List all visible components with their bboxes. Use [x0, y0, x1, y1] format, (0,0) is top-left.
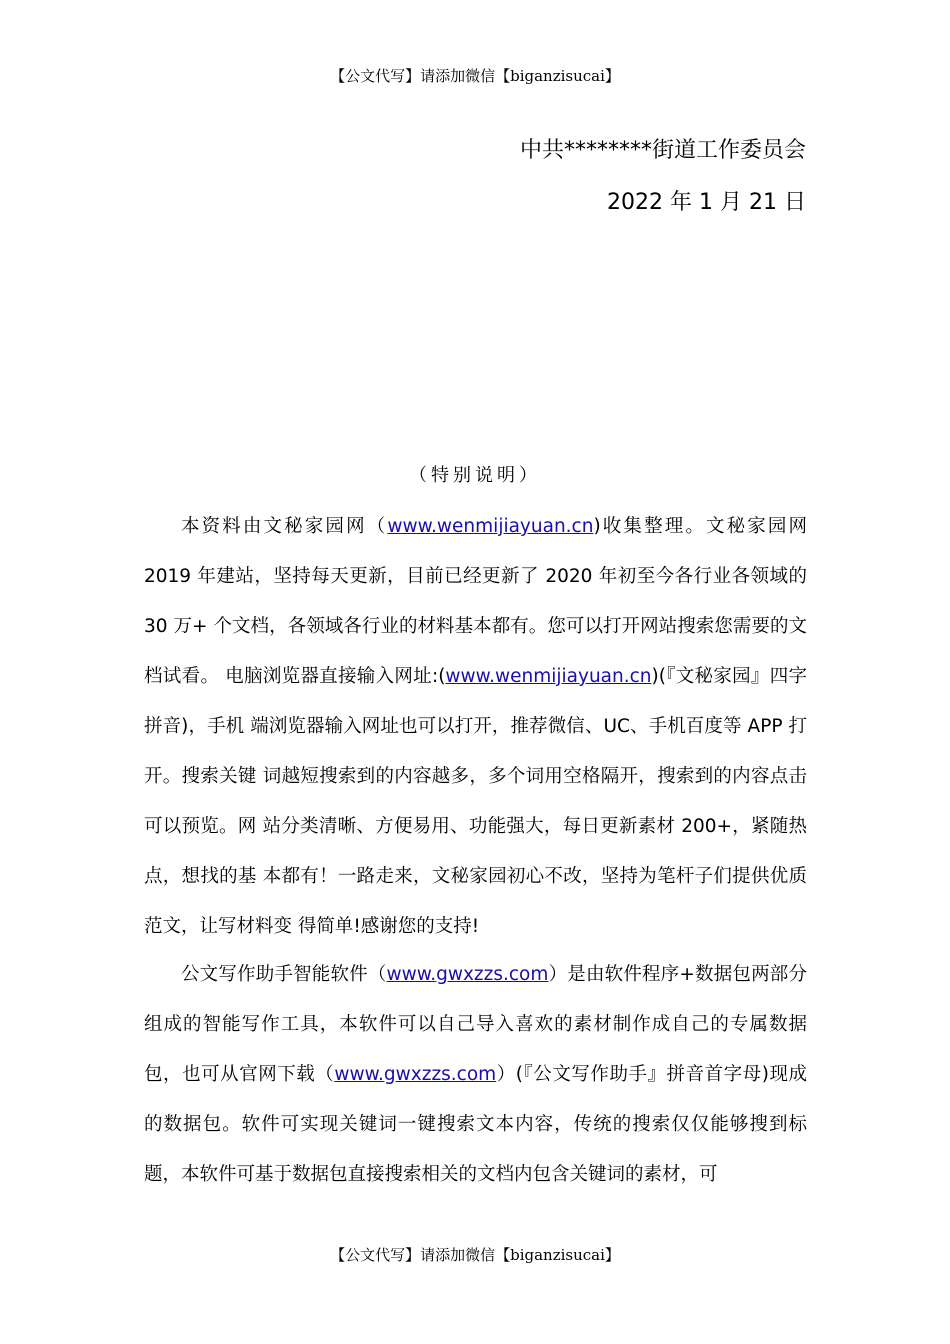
paragraph-gwxzzs: [144, 950, 807, 1200]
paragraph-text: )(『文秘家园』四字拼音)，手机 端浏览器输入网址也可以打开，推荐微信、UC、手机百度等 APP 打开。搜索关键 词越短搜索到的内容越多，多个词用空格隔开，搜索到的内容点击可以预览。网 站分类清晰、方便易用、功能强大，每日更新素材 200+，紧随热点，想找的基 本都有！一路走来，文秘家园初心不改，坚持为笔杆子们提供优质范文，让写材料变 得简单!感谢您的支持!: [144, 666, 807, 937]
paragraph-text: 本资料由文秘家园网（: [181, 516, 388, 537]
signature-organization: 中共********街道工作委员会: [519, 138, 806, 163]
paragraph-text: )收集整理。文秘家园网 2019 年建站，坚持每天更新，目前已经更新了 2020 年初至今各行业各领域的 30 万+ 个文档，各领域各行业的材料基本都有。您可以打开网站搜索您需要的文档试看。 电脑浏览器直接输入网址:(: [144, 516, 807, 687]
website-link[interactable]: www.wenmijiayuan.cn: [387, 516, 594, 537]
website-link[interactable]: www.gwxzzs.com: [334, 1064, 497, 1085]
paragraph-wenmijiayuan: [144, 502, 807, 952]
paragraph-text: ）(『公文写作助手』拼音首字母)现成的数据包。软件可实现关键词一键搜索文本内容，传统的搜索仅仅能够搜到标题，本软件可基于数据包直接搜索相关的文档内包含关键词的素材，可: [144, 1064, 807, 1185]
website-link[interactable]: www.wenmijiayuan.cn: [445, 666, 652, 687]
page-header-watermark: 【公文代写】请添加微信【biganzisucai】: [330, 67, 620, 85]
section-title: （特别说明）: [409, 465, 541, 486]
page-footer-watermark: 【公文代写】请添加微信【biganzisucai】: [330, 1246, 620, 1264]
paragraph-text: 公文写作助手智能软件（: [181, 964, 387, 985]
signature-date: 2022 年 1 月 21 日: [607, 190, 806, 215]
website-link[interactable]: www.gwxzzs.com: [386, 964, 549, 985]
paragraph-text: ）是由软件程序+数据包两部分组成的智能写作工具，本软件可以自己导入喜欢的素材制作成自己的专属数据包，也可从官网下载（: [144, 964, 807, 1085]
